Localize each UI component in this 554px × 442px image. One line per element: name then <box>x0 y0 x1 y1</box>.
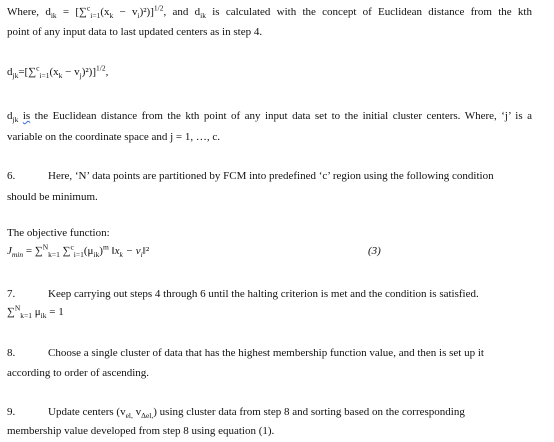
para-where-line1: Where, $d_{ik} = [\sum^c_{i=1}(x_k - v_i)^2)]^{1/2}$, and $d_{ik}$ is calculated with the concept of Euclidean distance from the kth <box>7 3 532 21</box>
euclidean-equation: $d_{jk}=[\sum^c_{i=1}(x_k - v_j)^2)]^{1/2}$, <box>7 63 109 81</box>
step-9-line1: Update centers ($v_{el,}$ $v_{\Delta el,}$) using cluster data from step 8 and sorting based on the corresponding <box>48 406 465 421</box>
step-7-number: 7. <box>7 288 16 300</box>
step-6-line2: should be minimum. <box>7 191 98 203</box>
objective-equation: $J_{min} = \sum^N_{k=1}$ $\sum^c_{i=1}(\mu_{ik})^m$ $‖x_k$ − $v_i‖^2$ <box>7 242 150 260</box>
step-8-line1: Choose a single cluster of data that has the highest membership function value, and then is set up it <box>48 347 484 359</box>
step-8-number: 8. <box>7 347 16 359</box>
para-where-line2: point of any input data to last updated centers as in step 4. <box>7 26 263 38</box>
para-distance-line1: $d_{jk}$ is the Euclidean distance from the kth point of any input data set to the initial cluster centers. Where, ‘j’ is a <box>7 110 532 125</box>
step-9-line2: membership value developed from step 8 using equation (1). <box>7 425 275 437</box>
membership-condition: ∑$^N_{k=1}$ $\mu_{ik} = 1$ <box>7 303 64 321</box>
objective-label: The objective function: <box>7 227 110 239</box>
step-8-line2: according to order of ascending. <box>7 367 150 379</box>
step-6-number: 6. <box>7 170 16 182</box>
step-9-number: 9. <box>7 406 16 418</box>
spellcheck-word: is <box>22 110 31 122</box>
step-7-line1: Keep carrying out steps 4 through 6 until the halting criterion is met and the condition is satisfied. <box>48 288 479 300</box>
para-distance-line2: variable on the coordinate space and j = 1, …, c. <box>7 131 220 143</box>
step-6-line1: Here, ‘N’ data points are partitioned by FCM into predefined ‘c’ region using the following condition <box>48 170 494 182</box>
equation-number: (3) <box>368 245 381 257</box>
